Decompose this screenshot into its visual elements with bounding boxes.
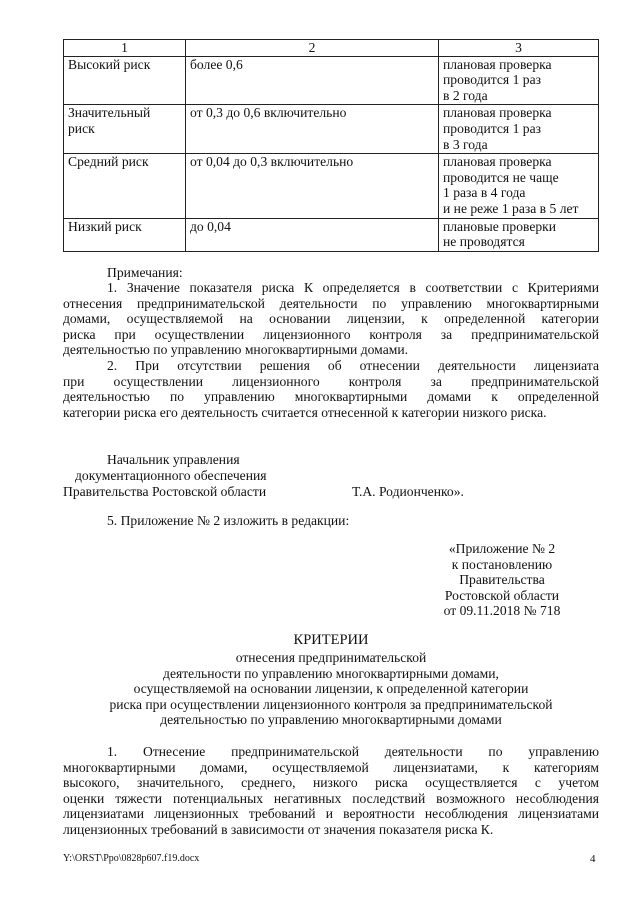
appendix-reference: «Приложение № 2 к постановлению Правительства Ростовской области от 09.11.2018 № 718: [443, 541, 561, 619]
footer-file-path: Y:\ORST\Ppo\0828p607.f19.docx: [63, 853, 200, 864]
table-row: [64, 154, 599, 218]
criteria-subtitle: отнесения предпринимательской деятельности по управлению многоквартирными домами, осуществляемой на основании лицензии, к определенной категории риска при осуществлении лицензионного контроля за предпринимательской деятельностью по управлению многоквартирными домами: [109, 650, 553, 728]
criteria-paragraph-1: 1. Отнесение предпринимательской деятельности по управлению многоквартирными домами, осуществляемой лицензиатами, к категориям высокого, значительного, среднего, низкого риска осуществляется с учетом оценки тяжести потенциальных негативных последствий возможного несоблюдения лицензиатами лицензионных требований и вероятности несоблюдения лицензиатами лицензионных требований в зависимости от значения показателя риска К.: [63, 744, 599, 837]
page-number: 4: [590, 853, 596, 865]
check-frequency-cell: плановые проверки не проводятся: [439, 218, 599, 251]
criteria-title: КРИТЕРИИ: [293, 632, 369, 648]
signature-line-2: документационного обеспечения: [75, 468, 267, 483]
table-row: [64, 105, 599, 154]
note-2: 2. При отсутствии решения об отнесении деятельности лицензиата при осуществлении лицензионного контроля за предпринимательской деятельностью по управлению многоквартирными домами к определенной категории риска его деятельность считается отнесенной к категории низкого риска.: [63, 358, 599, 420]
risk-level-cell: Средний риск: [64, 154, 186, 218]
check-frequency-cell: плановая проверка проводится 1 раз в 3 года: [439, 105, 599, 154]
signature-name: Т.А. Родионченко».: [352, 484, 464, 499]
check-frequency-cell: плановая проверка проводится 1 раз в 2 года: [439, 56, 599, 105]
item-5: 5. Приложение № 2 изложить в редакции:: [107, 513, 350, 528]
table-header-cell: 2: [186, 40, 439, 57]
notes-title: Примечания:: [107, 265, 183, 280]
table-row: [64, 218, 599, 251]
risk-level-cell: Низкий риск: [64, 218, 186, 251]
table-header-cell: 1: [64, 40, 186, 57]
risk-value-cell: от 0,3 до 0,6 включительно: [186, 105, 439, 154]
risk-level-cell: Высокий риск: [64, 56, 186, 105]
risk-value-cell: более 0,6: [186, 56, 439, 105]
table-row: [64, 56, 599, 105]
signature-line-1: Начальник управления: [107, 452, 240, 467]
note-1: 1. Значение показателя риска К определяется в соответствии с Критериями отнесения предпринимательской деятельности по управлению многоквартирными домами, осуществляемой на основании лицензии, к определенной категории риска при осуществлении лицензионного контроля за предпринимательской деятельностью по управлению многоквартирными домами.: [63, 280, 599, 358]
table-header-row: [64, 40, 599, 57]
table-header-cell: 3: [439, 40, 599, 57]
risk-value-cell: до 0,04: [186, 218, 439, 251]
check-frequency-cell: плановая проверка проводится не чаще 1 раза в 4 года и не реже 1 раза в 5 лет: [439, 154, 599, 218]
risk-level-cell: Значительный риск: [64, 105, 186, 154]
risk-value-cell: от 0,04 до 0,3 включительно: [186, 154, 439, 218]
signature-line-3: Правительства Ростовской области: [63, 484, 267, 499]
risk-table: [63, 39, 599, 252]
